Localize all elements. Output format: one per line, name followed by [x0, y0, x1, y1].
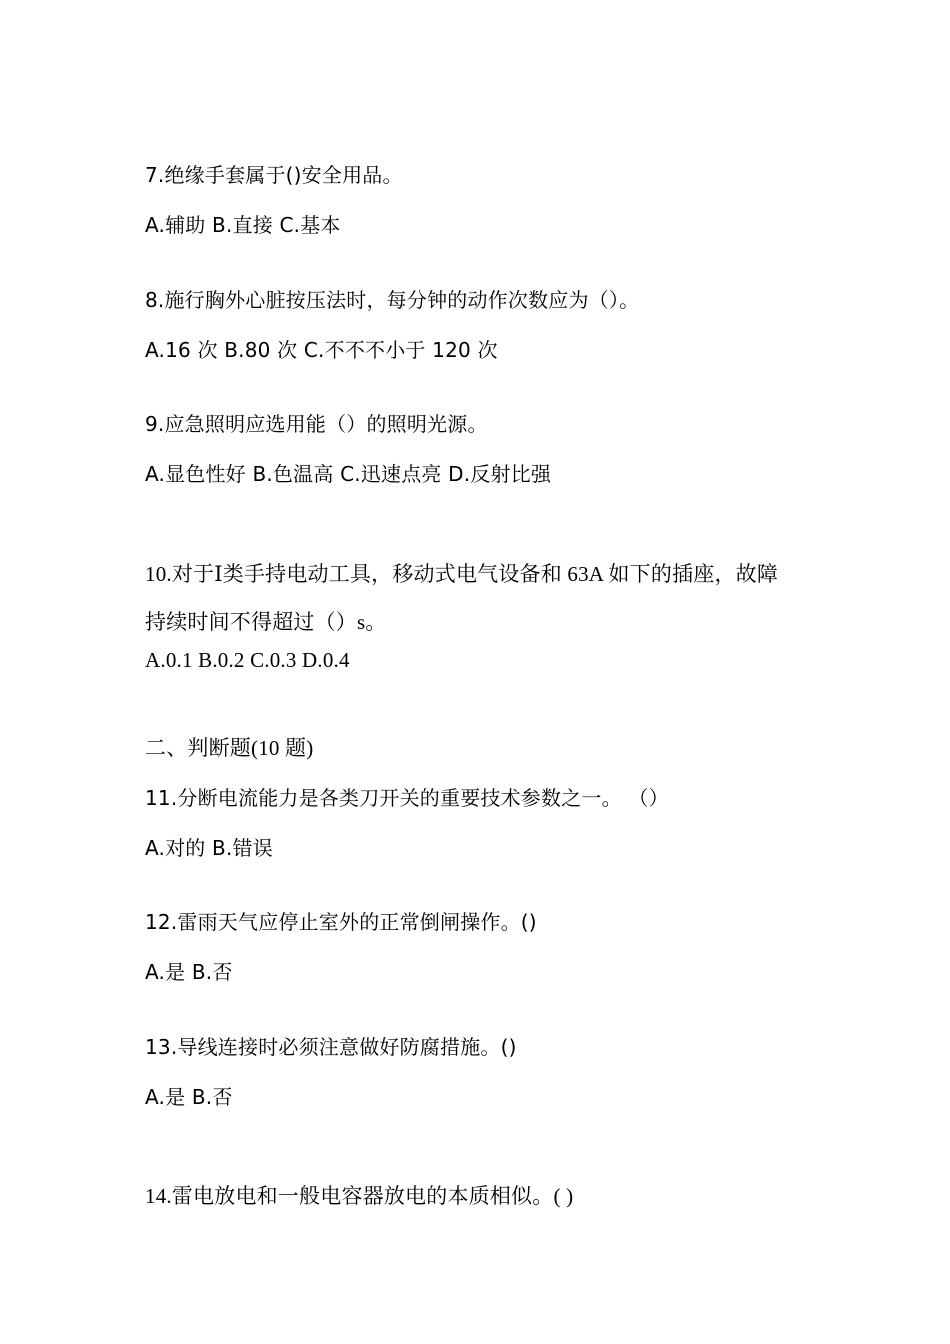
question-11-options: A.对的 B.错误 — [145, 836, 273, 860]
question-11-text: 11.分断电流能力是各类刀开关的重要技术参数之一。 （） — [145, 786, 669, 810]
question-13-text: 13.导线连接时必须注意做好防腐措施。() — [145, 1035, 517, 1059]
section-heading: 二、判断题(10 题) — [145, 736, 314, 760]
question-14-text: 14.雷电放电和一般电容器放电的本质相似。( ) — [145, 1184, 574, 1208]
question-12-text: 12.雷雨天气应停止室外的正常倒闸操作。() — [145, 910, 537, 934]
question-13-options: A.是 B.否 — [145, 1085, 233, 1109]
question-7-options: A.辅助 B.直接 C.基本 — [145, 213, 341, 237]
question-10-options: A.0.1 B.0.2 C.0.3 D.0.4 — [145, 648, 350, 672]
question-9-text: 9.应急照明应选用能（）的照明光源。 — [145, 412, 488, 436]
question-7-text: 7.绝缘手套属于()安全用品。 — [145, 163, 403, 187]
question-12-options: A.是 B.否 — [145, 960, 233, 984]
question-10-text: 10.对于Ⅰ类手持电动工具，移动式电气设备和 63A 如下的插座，故障 — [145, 562, 779, 586]
question-9-options: A.显色性好 B.色温高 C.迅速点亮 D.反射比强 — [145, 462, 552, 486]
question-8-text: 8.施行胸外心脏按压法时，每分钟的动作次数应为（）。 — [145, 288, 640, 312]
question-8-options: A.16 次 B.80 次 C.不不不小于 120 次 — [145, 338, 498, 362]
question-10-continuation: 持续时间不得超过（）s。 — [145, 610, 387, 634]
